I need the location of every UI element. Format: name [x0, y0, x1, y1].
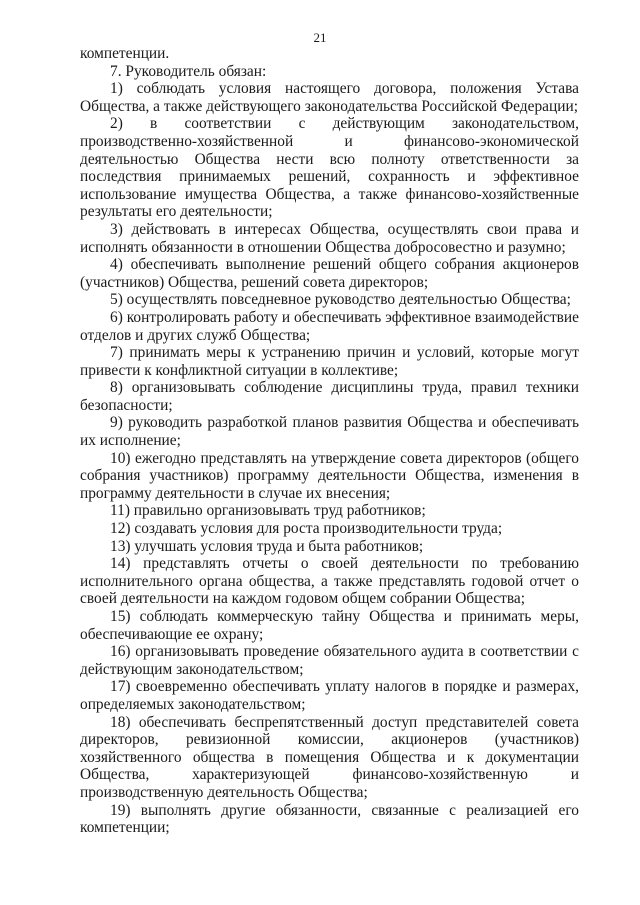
- list-item: 2) в соответствии с действующим законодательством, производственно-хозяйственной и финансово-экономической деятельностью Общества нести всю полноту ответственности за последствия принимаемых решений, сохранность и эффективное использование имущества Общества, а также финансово-хозяйственные результаты его деятельности;: [80, 115, 579, 221]
- list-item: 16) организовывать проведение обязательного аудита в соответствии с действующим законодательством;: [80, 643, 579, 678]
- list-item: 10) ежегодно представлять на утверждение совета директоров (общего собрания участников) программу деятельности Общества, изменения в программу деятельности в случае их внесения;: [80, 449, 579, 502]
- list-item: 9) руководить разработкой планов развития Общества и обеспечивать их исполнение;: [80, 414, 579, 450]
- list-item: 7) принимать меры к устранению причин и условий, которые могут привести к конфликтной ситуации в коллективе;: [80, 344, 579, 379]
- list-item: 13) улучшать условия труда и быта работников;: [110, 537, 424, 555]
- page-number: 21: [313, 30, 327, 45]
- list-item: 19) выполнять другие обязанности, связанные с реализацией его компетенции;: [80, 801, 579, 837]
- list-item: 14) представлять отчеты о своей деятельности по требованию исполнительного органа общества, а также представлять годовой отчет о своей деятельности на каждом годовом общем собрании Общества;: [80, 555, 579, 608]
- list-item: 6) контролировать работу и обеспечивать эффективное взаимодействие отделов и других служб Общества;: [80, 308, 579, 344]
- list-item: 3) действовать в интересах Общества, осуществлять свои права и исполнять обязанности в отношении Общества добросовестно и разумно;: [80, 220, 579, 256]
- list-item: 18) обеспечивать беспрепятственный доступ представителей совета директоров, ревизионной комиссии, акционеров (участников) хозяйственного общества в помещения Общества и к документации Общества, характеризующей финансово-хозяйственную и производственную деятельность Общества;: [80, 713, 579, 801]
- paragraph-continuation: компетенции.: [80, 45, 170, 62]
- list-item: 11) правильно организовывать труд работников;: [110, 502, 426, 520]
- list-item: 15) соблюдать коммерческую тайну Общества и принимать меры, обеспечивающие ее охрану;: [80, 608, 579, 643]
- list-item: 5) осуществлять повседневное руководство деятельностью Общества;: [110, 291, 571, 309]
- list-item: 8) организовывать соблюдение дисциплины труда, правил техники безопасности;: [80, 379, 579, 414]
- document-body: [80, 45, 579, 837]
- section-heading: 7. Руководитель обязан:: [110, 62, 267, 80]
- list-item: 4) обеспечивать выполнение решений общего собрания акционеров (участников) Общества, решений совета директоров;: [80, 256, 579, 291]
- list-item: 17) своевременно обеспечивать уплату налогов в порядке и размерах, определяемых законодательством;: [80, 678, 579, 713]
- list-item: 1) соблюдать условия настоящего договора, положения Устава Общества, а также действующего законодательства Российской Федерации;: [80, 80, 579, 115]
- list-item: 12) создавать условия для роста производительности труда;: [110, 520, 503, 538]
